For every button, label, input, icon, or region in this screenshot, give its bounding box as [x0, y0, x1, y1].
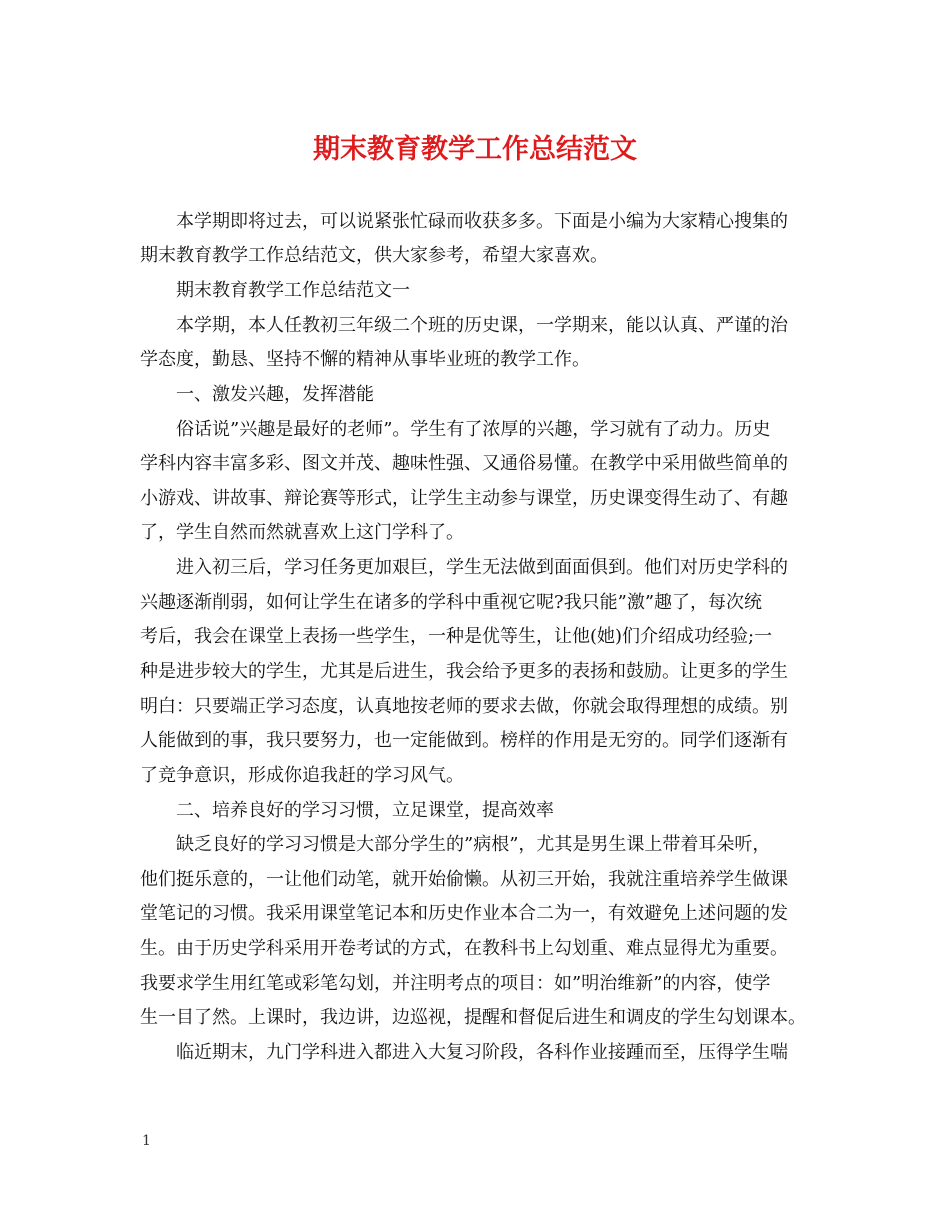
body-line: 兴趣逐渐削弱，如何让学生在诸多的学科中重视它呢?我只能”激”趣了，每次统: [140, 592, 763, 613]
body-line: 进入初三后，学习任务更加艰巨，学生无法做到面面俱到。他们对历史学科的: [140, 557, 788, 578]
body-line: 人能做到的事，我只要努力，也一定能做到。榜样的作用是无穷的。同学们逐渐有: [140, 730, 788, 751]
body-line: 生。由于历史学科采用开卷考试的方式，在教科书上勾划重、难点显得尤为重要。: [140, 938, 788, 959]
body-line: 生一目了然。上课时，我边讲，边巡视，提醒和督促后进生和调皮的学生勾划课本。: [140, 1007, 806, 1028]
body-line: 本学期即将过去，可以说紧张忙碌而收获多多。下面是小编为大家精心搜集的: [140, 211, 788, 232]
body-line: 种是进步较大的学生，尤其是后进生，我会给予更多的表扬和鼓励。让更多的学生: [140, 661, 788, 682]
section-heading: 二、培养良好的学习习惯，立足课堂，提高效率: [140, 800, 554, 821]
body-line: 本学期，本人任教初三年级二个班的历史课，一学期来，能以认真、严谨的治: [140, 315, 788, 336]
page-number: 1: [142, 1133, 151, 1149]
body-line: 学科内容丰富多彩、图文并茂、趣味性强、又通俗易懂。在教学中采用做些简单的: [140, 453, 788, 474]
body-line: 堂笔记的习惯。我采用课堂笔记本和历史作业本合二为一，有效避免上述问题的发: [140, 903, 788, 924]
body-line: 考后，我会在课堂上表扬一些学生，一种是优等生，让他(她)们介绍成功经验;一: [140, 626, 773, 647]
body-line: 我要求学生用红笔或彩笔勾划，并注明考点的项目：如”明治维新”的内容，使学: [140, 973, 771, 994]
body-line: 明白：只要端正学习态度，认真地按老师的要求去做，你就会取得理想的成绩。别: [140, 696, 788, 717]
body-line: 了，学生自然而然就喜欢上这门学科了。: [140, 522, 464, 543]
body-line: 缺乏良好的学习习惯是大部分学生的”病根”，尤其是男生课上带着耳朵听，: [140, 834, 771, 855]
body-line: 了竞争意识，形成你追我赶的学习风气。: [140, 765, 464, 786]
section-heading: 一、激发兴趣，发挥潜能: [140, 384, 374, 405]
body-line: 期末教育教学工作总结范文，供大家参考，希望大家喜欢。: [140, 245, 608, 266]
section-heading: 期末教育教学工作总结范文一: [140, 280, 410, 301]
body-line: 学态度，勤恳、坚持不懈的精神从事毕业班的教学工作。: [140, 349, 590, 370]
body-line: 小游戏、讲故事、辩论赛等形式，让学生主动参与课堂，历史课变得生动了、有趣: [140, 488, 788, 509]
body-line: 俗话说”兴趣是最好的老师”。学生有了浓厚的兴趣，学习就有了动力。历史: [140, 419, 771, 440]
page-title: 期末教育教学工作总结范文: [313, 134, 637, 165]
body-line: 他们挺乐意的，一让他们动笔，就开始偷懒。从初三开始，我就注重培养学生做课: [140, 869, 788, 890]
body-line: 临近期末，九门学科进入都进入大复习阶段，各科作业接踵而至，压得学生喘: [140, 1042, 788, 1063]
